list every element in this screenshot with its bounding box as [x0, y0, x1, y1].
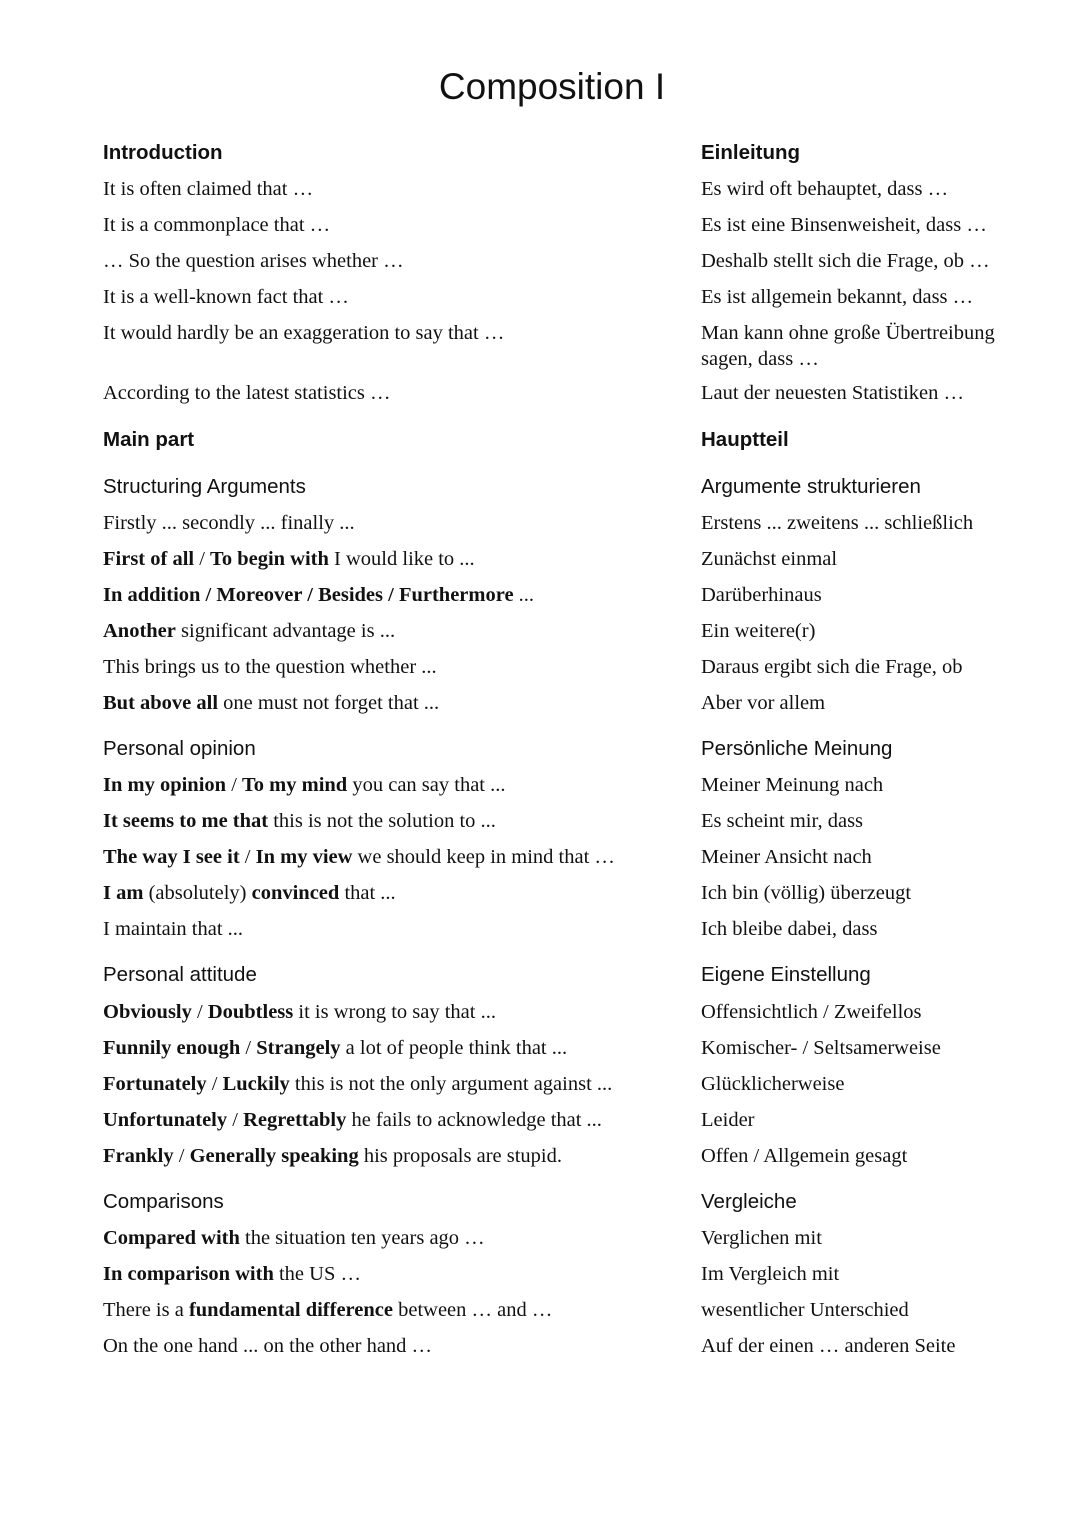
phrase-keyword: Generally speaking: [189, 1145, 359, 1167]
phrase-line: [103, 510, 355, 536]
phrase-line: [701, 1035, 941, 1061]
phrase-text: this is not the only argument against ...: [289, 1073, 613, 1095]
phrase-text: I maintain that ...: [103, 918, 244, 940]
phrase-text: There is a: [103, 1299, 189, 1321]
phrase-text: Zunächst einmal: [701, 548, 838, 570]
phrase-text: Ein weitere(r): [701, 620, 816, 642]
phrase-line: [701, 1225, 822, 1251]
phrase-text: Daraus ergibt sich die Frage, ob: [701, 656, 963, 678]
phrase-text: Aber vor allem: [701, 692, 826, 714]
phrase-keyword: Frankly: [103, 1145, 174, 1167]
phrase-keyword: convinced: [251, 882, 340, 904]
phrase-text: it is wrong to say that ...: [293, 1001, 496, 1023]
phrase-keyword: In my view: [255, 846, 353, 868]
phrase-line: [103, 1297, 552, 1323]
section-heading: Main part: [103, 428, 195, 451]
phrase-line: [701, 212, 987, 238]
phrase-line: [103, 999, 496, 1025]
phrase-line: [103, 654, 437, 680]
phrase-text: Glücklicherweise: [701, 1073, 845, 1095]
phrase-text: /: [173, 1145, 190, 1167]
phrase-keyword: To my mind: [242, 774, 348, 796]
phrase-keyword: Regrettably: [243, 1109, 347, 1131]
phrase-text: Erstens ... zweitens ... schließlich: [701, 512, 974, 534]
phrase-text: Es ist allgemein bekannt, dass …: [701, 286, 974, 308]
phrase-keyword: In comparison with: [103, 1263, 274, 1285]
phrase-line: [103, 1143, 562, 1169]
phrase-text: Komischer- / Seltsamerweise: [701, 1037, 941, 1059]
phrase-line: [103, 1071, 612, 1097]
phrase-line: [701, 248, 990, 274]
subsection-heading: Structuring Arguments: [103, 475, 306, 498]
phrase-text: you can say that ...: [347, 774, 506, 796]
phrase-line: [103, 320, 504, 346]
phrase-text: It is a well-known fact that …: [103, 286, 349, 308]
phrase-text: Auf der einen … anderen Seite: [701, 1335, 956, 1357]
phrase-text: Im Vergleich mit: [701, 1263, 840, 1285]
phrase-line: [701, 690, 825, 716]
phrase-keyword: First of all: [103, 548, 195, 570]
phrase-keyword: In addition / Moreover / Besides / Furthermore: [103, 584, 514, 606]
subsection-heading: Personal attitude: [103, 963, 257, 986]
phrase-text: It would hardly be an exaggeration to say that …: [103, 322, 505, 344]
phrase-line: [103, 1261, 361, 1287]
phrase-text: Laut der neuesten Statistiken …: [701, 382, 965, 404]
phrase-keyword: Another: [103, 620, 176, 642]
phrase-line: [701, 176, 948, 202]
phrase-text: I would like to ...: [328, 548, 475, 570]
phrase-keyword: To begin with: [210, 548, 329, 570]
phrase-keyword: Compared with: [103, 1227, 240, 1249]
phrase-line: [103, 212, 330, 238]
phrase-text: It is often claimed that …: [103, 178, 314, 200]
phrase-line: [701, 844, 872, 870]
phrase-line: [103, 690, 439, 716]
phrase-text: It is a commonplace that …: [103, 214, 331, 236]
phrase-text: Deshalb stellt sich die Frage, ob …: [701, 250, 990, 272]
phrase-keyword: Funnily enough: [103, 1037, 241, 1059]
phrase-line: [103, 1225, 485, 1251]
phrase-line: [103, 1035, 567, 1061]
phrase-text: /: [240, 1037, 257, 1059]
phrase-text: Verglichen mit: [701, 1227, 822, 1249]
phrase-keyword: Fortunately: [103, 1073, 207, 1095]
phrase-text: Firstly ... secondly ... finally ...: [103, 512, 355, 534]
phrase-text: Man kann ohne große Übertreibung sagen, dass …: [701, 322, 995, 370]
phrase-text: the US …: [273, 1263, 361, 1285]
phrase-line: [701, 380, 964, 406]
phrase-keyword: Doubtless: [207, 1001, 294, 1023]
phrase-line: [701, 284, 973, 310]
phrase-text: /: [191, 1001, 208, 1023]
phrase-text: Darüberhinaus: [701, 584, 822, 606]
phrase-text: we should keep in mind that …: [352, 846, 615, 868]
phrase-line: [701, 999, 922, 1025]
phrase-text: significant advantage is ...: [175, 620, 396, 642]
phrase-text: between … and …: [392, 1299, 553, 1321]
phrase-line: [103, 284, 349, 310]
phrase-line: [701, 654, 963, 680]
phrase-keyword: Strangely: [256, 1037, 341, 1059]
phrase-line: [103, 582, 534, 608]
phrase-text: /: [227, 1109, 244, 1131]
subsection-heading: Personal opinion: [103, 737, 256, 760]
section-heading: Introduction: [103, 141, 223, 164]
phrase-text: /: [206, 1073, 223, 1095]
subsection-heading: Persönliche Meinung: [701, 737, 893, 760]
phrase-keyword: It seems to me that: [103, 810, 269, 832]
phrase-line: [103, 1333, 432, 1359]
phrase-line: [103, 380, 391, 406]
phrase-text: Offensichtlich / Zweifellos: [701, 1001, 922, 1023]
phrase-line: [103, 844, 615, 870]
phrase-keyword: I am: [103, 882, 144, 904]
subsection-heading: Argumente strukturieren: [701, 475, 921, 498]
phrase-text: /: [226, 774, 243, 796]
phrase-line: [103, 618, 395, 644]
phrase-keyword: In my opinion: [103, 774, 227, 796]
phrase-text: Es wird oft behauptet, dass …: [701, 178, 949, 200]
phrase-line: [701, 618, 815, 644]
phrase-line: [701, 1297, 909, 1323]
phrase-line: [701, 1333, 955, 1359]
phrase-line: [103, 880, 396, 906]
phrase-text: (absolutely): [143, 882, 252, 904]
phrase-line: [103, 772, 505, 798]
phrase-line: [701, 546, 837, 572]
phrase-text: /: [239, 846, 256, 868]
phrase-line: [701, 1107, 755, 1133]
phrase-text: Meiner Meinung nach: [701, 774, 884, 796]
section-heading: Hauptteil: [701, 428, 789, 451]
phrase-line: [103, 1107, 602, 1133]
phrase-line: [103, 808, 496, 834]
phrase-text: Ich bin (völlig) überzeugt: [701, 882, 912, 904]
phrase-text: Leider: [701, 1109, 755, 1131]
phrase-keyword: Unfortunately: [103, 1109, 228, 1131]
phrase-keyword: But above all: [103, 692, 219, 714]
phrase-text: his proposals are stupid.: [358, 1145, 562, 1167]
phrase-text: this is not the solution to ...: [268, 810, 496, 832]
phrase-text: Es scheint mir, dass: [701, 810, 864, 832]
phrase-keyword: fundamental difference: [188, 1299, 393, 1321]
phrase-line: [701, 1261, 839, 1287]
phrase-text: Offen / Allgemein gesagt: [701, 1145, 908, 1167]
phrase-text: that ...: [339, 882, 396, 904]
phrase-text: a lot of people think that ...: [340, 1037, 568, 1059]
phrase-text: the situation ten years ago …: [239, 1227, 485, 1249]
phrase-line: [701, 320, 1036, 372]
page-title: Composition I: [438, 66, 666, 107]
subsection-heading: Vergleiche: [701, 1190, 797, 1213]
phrase-line: [701, 582, 822, 608]
phrase-text: one must not forget that ...: [218, 692, 440, 714]
section-heading: Einleitung: [701, 141, 801, 164]
phrase-line: [103, 916, 243, 942]
phrase-line: [701, 808, 863, 834]
phrase-line: [701, 880, 911, 906]
subsection-heading: Eigene Einstellung: [701, 963, 871, 986]
phrase-keyword: Luckily: [222, 1073, 290, 1095]
phrase-line: [701, 772, 883, 798]
phrase-text: wesentlicher Unterschied: [701, 1299, 909, 1321]
phrase-line: [701, 510, 973, 536]
phrase-text: … So the question arises whether …: [103, 250, 404, 272]
phrase-text: /: [194, 548, 211, 570]
phrase-keyword: The way I see it: [103, 846, 240, 868]
phrase-text: ...: [513, 584, 535, 606]
phrase-keyword: Obviously: [103, 1001, 192, 1023]
phrase-text: Es ist eine Binsenweisheit, dass …: [701, 214, 987, 236]
phrase-line: [103, 176, 313, 202]
phrase-line: [701, 916, 877, 942]
phrase-line: [701, 1071, 844, 1097]
subsection-heading: Comparisons: [103, 1190, 224, 1213]
phrase-text: This brings us to the question whether ...: [103, 656, 437, 678]
phrase-text: According to the latest statistics …: [103, 382, 391, 404]
phrase-line: [103, 248, 404, 274]
phrase-text: Ich bleibe dabei, dass: [701, 918, 878, 940]
phrase-line: [103, 546, 475, 572]
phrase-text: he fails to acknowledge that ...: [346, 1109, 602, 1131]
phrase-text: On the one hand ... on the other hand …: [103, 1335, 433, 1357]
phrase-line: [701, 1143, 907, 1169]
phrase-text: Meiner Ansicht nach: [701, 846, 872, 868]
